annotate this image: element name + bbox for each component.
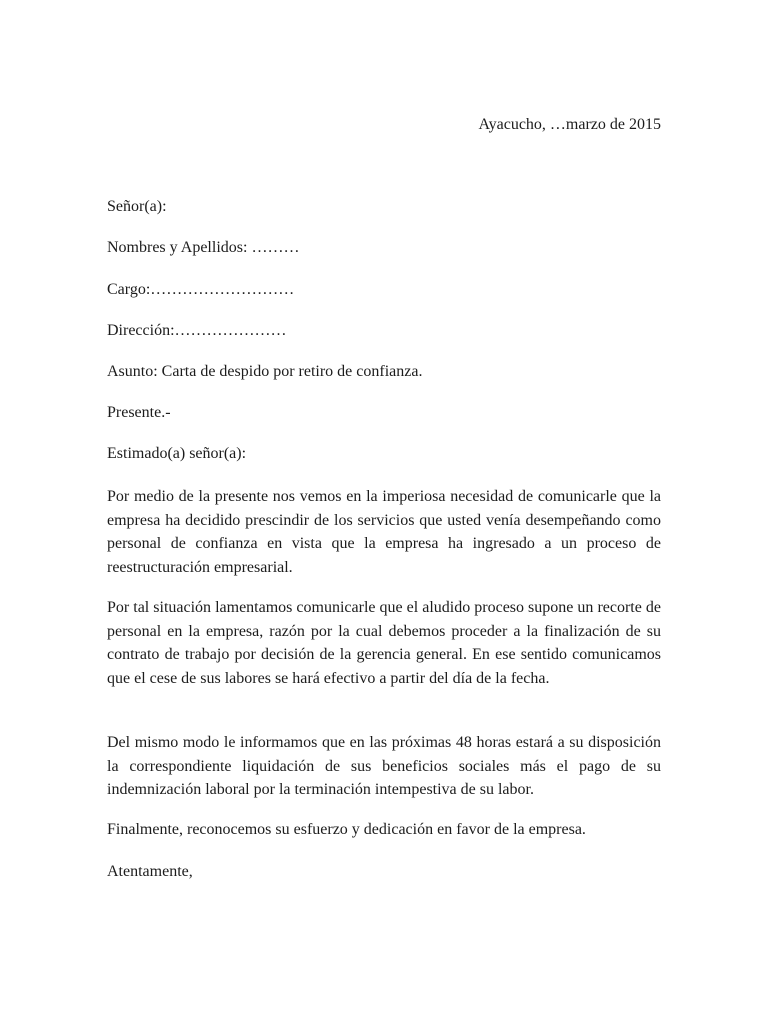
presente-line: Presente.- [107,404,171,421]
body-paragraph: Por medio de la presente nos vemos en la imperiosa necesidad de comunicarle que la empresa ha decidido prescindir de los servicios que usted venía desempeñando como personal de confianza en vista que la empresa ha ingresado a un proceso de reestructuración empresarial. [107,488,661,576]
letter-date: Ayacucho, …marzo de 2015 [478,116,661,133]
salutation-header: Señor(a): [107,198,167,215]
body-paragraph: Finalmente, reconocemos su esfuerzo y dedicación en favor de la empresa. [107,821,586,838]
greeting-line: Estimado(a) señor(a): [107,445,247,462]
closing-line: Atentamente, [107,863,193,880]
letter-subject: Asunto: Carta de despido por retiro de confianza. [107,363,423,380]
recipient-position: Cargo:……………………… [107,281,295,298]
recipient-address: Dirección:………………… [107,322,287,339]
body-paragraph: Del mismo modo le informamos que en las próximas 48 horas estará a su disposición la correspondiente liquidación de sus beneficios sociales más el pago de su indemnización laboral por la terminación intempestiva de su labor. [107,734,661,798]
recipient-names: Nombres y Apellidos: ……… [107,239,300,256]
body-paragraph: Por tal situación lamentamos comunicarle que el aludido proceso supone un recorte de personal en la empresa, razón por la cual debemos proceder a la finalización de su contrato de trabajo por decisión de la gerencia general. En ese sentido comunicamos que el cese de sus labores se hará efectivo a partir del día de la fecha. [107,599,661,687]
